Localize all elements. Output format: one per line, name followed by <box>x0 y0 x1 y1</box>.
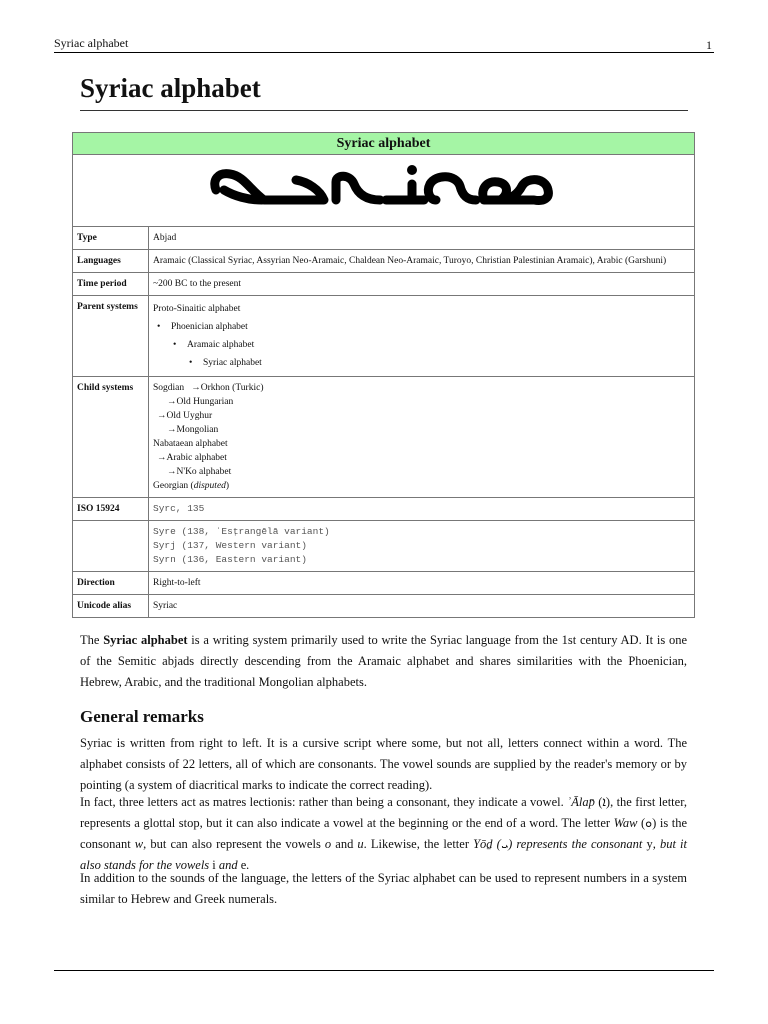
p2-italic: ʾĀlap̄ <box>567 795 595 809</box>
p2-text: In fact, three letters act as matres lectionis: rather than being a consonant, they indicate a vowel. <box>80 795 568 809</box>
unicode-alias-value: Syriac <box>149 595 695 618</box>
child-system-georgian <box>153 479 690 493</box>
p2-italic: o <box>324 837 332 851</box>
general-remarks-paragraph-2 <box>80 792 687 876</box>
type-label: Type <box>73 227 149 250</box>
georgian-text: Georgian ( <box>153 481 194 491</box>
iso-label: ISO 15924 <box>73 498 149 521</box>
languages-label: Languages <box>73 250 149 273</box>
iso-value: Syrc, 135 <box>149 498 695 521</box>
georgian-suffix: ) <box>225 481 230 491</box>
parent-system-root: Proto-Sinaitic alphabet <box>153 304 241 314</box>
child-system-line: →Old Hungarian <box>167 397 234 407</box>
iso-variant: Syrn (136, Eastern variant) <box>153 554 307 565</box>
p2-text: (ܘ) is the consonant <box>80 816 687 851</box>
child-system-line: Nabataean alphabet <box>153 439 228 449</box>
unicode-alias-label: Unicode alias <box>73 595 149 618</box>
p2-text: . Likewise, the letter <box>363 837 474 851</box>
child-systems-value <box>149 377 695 498</box>
type-value: Abjad <box>149 227 695 250</box>
p2-text: i <box>212 858 216 872</box>
parent-system-item: • Syriac alphabet <box>153 354 690 372</box>
direction-value: Right-to-left <box>149 572 695 595</box>
time-period-label: Time period <box>73 273 149 296</box>
intro-text: is a writing system primarily used to write the Syriac language from the 1st century AD. It is one of the Semitic abjads directly descending from the Aramaic alphabet and shares similarities with the Phoenician, Hebrew, Arabic, and the traditional Mongolian alphabets. <box>80 633 688 689</box>
child-system-line: →N'Ko alphabet <box>167 467 232 477</box>
running-title: Syriac alphabet <box>54 36 129 50</box>
p2-italic: u <box>357 837 364 851</box>
p2-italic: w <box>134 837 144 851</box>
child-system-line: →Arabic alphabet <box>157 453 227 463</box>
p2-text: y <box>646 837 653 851</box>
child-system-line: →Mongolian <box>167 425 219 435</box>
p2-italic: , but it also stands for the vowels <box>80 837 687 872</box>
footer-rule <box>54 970 714 971</box>
section-heading-general-remarks: General remarks <box>80 707 204 726</box>
general-remarks-paragraph-3: In addition to the sounds of the language, the letters of the Syriac alphabet can be used to represent numbers in a system similar to Hebrew and Greek numerals. <box>80 871 687 906</box>
p2-text: and <box>331 837 358 851</box>
direction-label: Direction <box>73 572 149 595</box>
p2-italic: and <box>215 858 241 872</box>
parent-system-item: • Aramaic alphabet <box>153 336 690 354</box>
parent-systems-value <box>149 296 695 377</box>
p2-italic: . <box>246 858 250 872</box>
time-period-value: ~200 BC to the present <box>149 273 695 296</box>
infobox-caption: Syriac alphabet <box>73 133 695 155</box>
disputed-text: disputed <box>193 481 226 491</box>
iso-variants <box>149 521 695 572</box>
iso-variant: Syrj (137, Western variant) <box>153 540 307 551</box>
syriac-script-image <box>73 155 695 227</box>
iso-variants-label-cell <box>73 521 149 572</box>
child-system-line: →Old Uyghur <box>157 411 213 421</box>
infobox <box>72 132 695 618</box>
intro-paragraph <box>80 630 687 693</box>
languages-value: Aramaic (Classical Syriac, Assyrian Neo-Aramaic, Chaldean Neo-Aramaic, Turoyo, Christian Palestinian Aramaic), Arabic (Garshuni) <box>149 250 695 273</box>
intro-text: The <box>80 633 104 647</box>
syriac-word-graphic <box>204 160 564 216</box>
p2-text: e <box>240 858 247 872</box>
parent-systems-label: Parent systems <box>73 296 149 377</box>
page-number: 1 <box>706 38 712 52</box>
running-header <box>54 35 714 53</box>
parent-system-item: • Phoenician alphabet <box>153 318 690 336</box>
intro-bold-term: Syriac alphabet <box>103 633 188 647</box>
p2-text: (ܐ), the first letter, represents a glottal stop, but it can also indicate a vowel at the beginning or the end of a word. The letter <box>80 795 687 830</box>
iso-variant: Syre (138, ʿEsṭrangēlā variant) <box>153 526 330 537</box>
general-remarks-paragraph-1: Syriac is written from right to left. It is a cursive script where some, but not all, letters connect within a word. The alphabet consists of 22 letters, all of which are consonants. The vowel sounds are supplied by the reader's memory or by pointing (a system of diacritical marks to indicate the correct reading). <box>80 736 687 792</box>
child-systems-label: Child systems <box>73 377 149 498</box>
p2-italic: Waw <box>613 816 638 830</box>
p2-italic: Yōḏ (ܝ) represents the consonant <box>473 837 647 851</box>
page-title: Syriac alphabet <box>80 72 688 111</box>
child-system-line: Sogdian →Orkhon (Turkic) <box>153 383 264 393</box>
p2-text: , but can also represent the vowels <box>143 837 325 851</box>
